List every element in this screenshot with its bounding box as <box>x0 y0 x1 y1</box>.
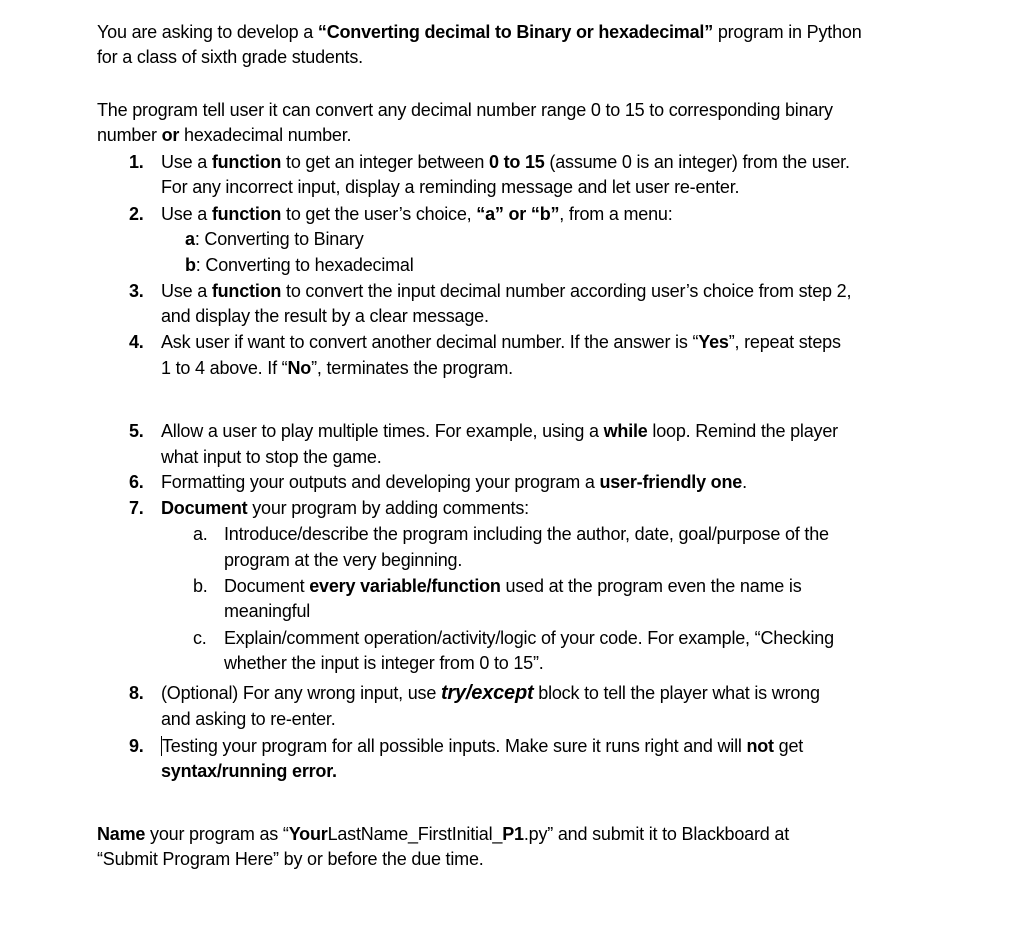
step-1-number: 1. <box>129 152 144 172</box>
step-7a-line-2: program at the very beginning. <box>224 550 463 570</box>
step-7-line-1: Document your program by adding comments: <box>161 498 529 518</box>
step-8-number: 8. <box>129 683 144 703</box>
step-2-number: 2. <box>129 204 144 224</box>
step-7a-label: a. <box>193 524 208 544</box>
menu-option-b: b: Converting to hexadecimal <box>185 255 414 275</box>
step-7a-line-1: Introduce/describe the program including the author, date, goal/purpose of the <box>224 524 829 544</box>
step-6-line-1: Formatting your outputs and developing your program a user-friendly one. <box>161 472 747 492</box>
footer-line-1: Name your program as “YourLastName_FirstInitial_P1.py” and submit it to Blackboard at <box>97 824 789 844</box>
step-5-number: 5. <box>129 421 144 441</box>
menu-option-a: a: Converting to Binary <box>185 229 364 249</box>
step-3-number: 3. <box>129 281 144 301</box>
step-7b-label: b. <box>193 576 208 596</box>
step-2-line-1: Use a function to get the user’s choice, “a” or “b”, from a menu: <box>161 204 673 224</box>
step-1-line-1: Use a function to get an integer between 0 to 15 (assume 0 is an integer) from the user. <box>161 152 850 172</box>
intro-line-2: for a class of sixth grade students. <box>97 47 363 67</box>
step-9-line-1: Testing your program for all possible inputs. Make sure it runs right and will not get <box>162 736 804 756</box>
step-7c-line-1: Explain/comment operation/activity/logic of your code. For example, “Checking <box>224 628 834 648</box>
step-9-line-2: syntax/running error. <box>161 761 337 781</box>
step-7c-line-2: whether the input is integer from 0 to 15”. <box>224 653 544 673</box>
step-4-line-2: 1 to 4 above. If “No”, terminates the program. <box>161 358 513 378</box>
step-8-line-2: and asking to re-enter. <box>161 709 336 729</box>
step-1-line-2: For any incorrect input, display a reminding message and let user re-enter. <box>161 177 740 197</box>
step-7b-line-1: Document every variable/function used at the program even the name is <box>224 576 802 596</box>
description-line-1: The program tell user it can convert any decimal number range 0 to 15 to corresponding binary <box>97 100 833 120</box>
step-9-number: 9. <box>129 736 144 756</box>
step-6-number: 6. <box>129 472 144 492</box>
step-3-line-1: Use a function to convert the input decimal number according user’s choice from step 2, <box>161 281 852 301</box>
step-7c-label: c. <box>193 628 207 648</box>
step-7-number: 7. <box>129 498 144 518</box>
step-5-line-2: what input to stop the game. <box>161 447 382 467</box>
step-5-line-1: Allow a user to play multiple times. For example, using a while loop. Remind the player <box>161 421 838 441</box>
step-4-number: 4. <box>129 332 144 352</box>
step-7b-line-2: meaningful <box>224 601 311 621</box>
step-3-line-2: and display the result by a clear message. <box>161 306 489 326</box>
footer-line-2: “Submit Program Here” by or before the due time. <box>97 849 484 869</box>
step-4-line-1: Ask user if want to convert another decimal number. If the answer is “Yes”, repeat steps <box>161 332 841 352</box>
step-8-line-1: (Optional) For any wrong input, use try/except block to tell the player what is wrong <box>161 682 820 704</box>
description-line-2: number or hexadecimal number. <box>97 125 352 145</box>
intro-line-1: You are asking to develop a “Converting decimal to Binary or hexadecimal” program in Python <box>97 22 862 42</box>
